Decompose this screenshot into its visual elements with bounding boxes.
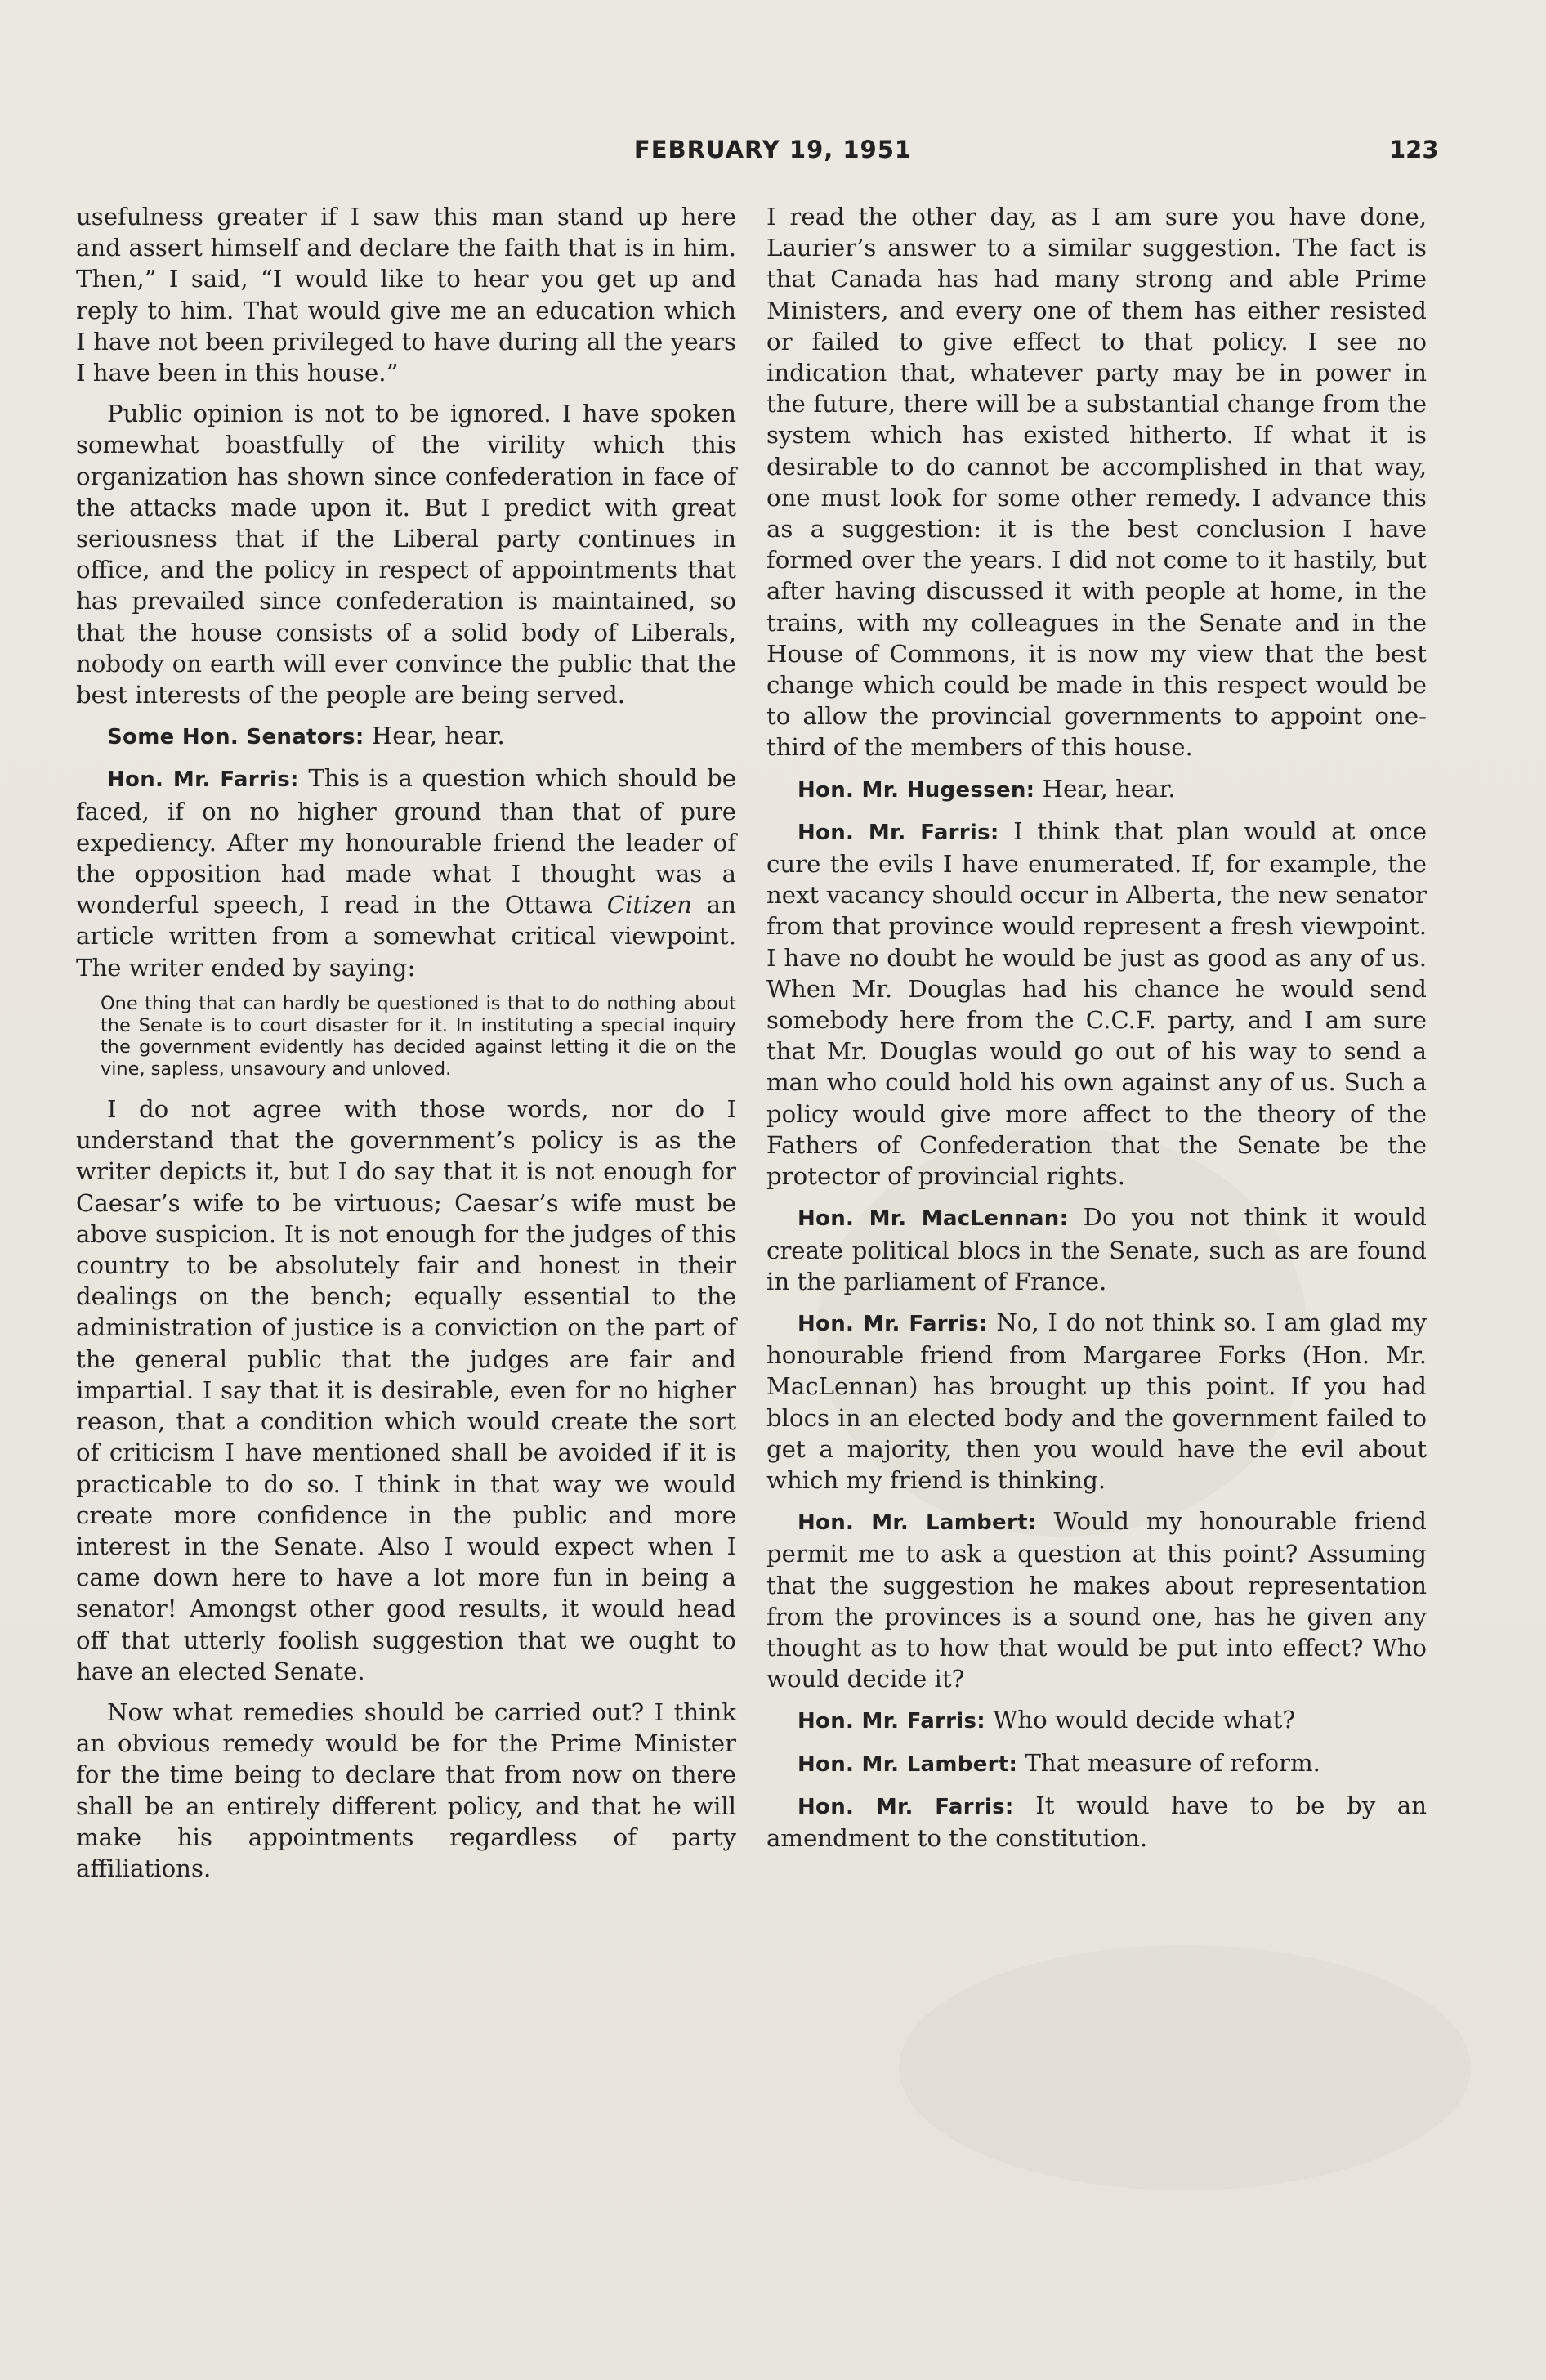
- speaker-name: Hon. Mr. MacLennan:: [798, 1206, 1069, 1232]
- speaker-name: Hon. Mr. Hugessen:: [798, 777, 1035, 803]
- speech: [766, 1790, 1427, 1854]
- page-number: 123: [1389, 136, 1439, 163]
- speaker-name: Hon. Mr. Farris:: [798, 820, 999, 845]
- running-header-date: FEBRUARY 19, 1951: [633, 136, 913, 163]
- block-quote: One thing that can hardly be questioned is that to do nothing about the Senate is to court disaster for it. In instituting a special inquiry the government evidently has decided against letting it die on the vine, sapless, unsavoury and unloved.: [101, 992, 736, 1080]
- speaker-name: Hon. Mr. Farris:: [107, 767, 299, 793]
- right-column: [766, 201, 1427, 1863]
- speech: [766, 1307, 1427, 1496]
- paragraph: usefulness greater if I saw this man stand up here and assert himself and declare the faith that is in him. Then,” I said, “I would like to hear you get up and reply to him. That would give me an education which I have not been privileged to have during all the years I have been in this house.”: [76, 203, 736, 387]
- speech: [76, 720, 736, 753]
- speaker-name: Hon. Mr. Farris:: [798, 1709, 985, 1734]
- speech-text: an article written from a somewhat critical viewpoint. The writer ended by saying:: [76, 891, 736, 982]
- speech: [766, 1505, 1427, 1694]
- paragraph: Public opinion is not to be ignored. I have spoken somewhat boastfully of the virility which this organization has shown since confederation in face of the attacks made upon it. But I predict with great seriousness that if the Liberal party continues in office, and the policy in respect of appointments that has prevailed since confederation is maintained, so that the house consists of a solid body of Liberals, nobody on earth will ever convince the public that the best interests of the people are being served.: [76, 400, 736, 709]
- speech-text: No, I do not think so. I am glad my honourable friend from Margaree Forks (Hon. Mr. MacLennan) has brought up this point. If you had blocs in an elected body and the government failed to get a majority, then you would have the evil about which my friend is thinking.: [766, 1308, 1427, 1494]
- speech-text: Hear, hear.: [1034, 774, 1176, 803]
- paragraph: I do not agree with those words, nor do I understand that the government’s policy is as the writer depicts it, but I do say that it is not enough for Caesar’s wife to be virtuous; Caesar’s wife must be above suspicion. It is not enough for the judges of this country to be absolutely fair and honest in their dealings on the bench; equally essential to the administration of justice is a conviction on the part of the general public that the judges are fair and impartial. I say that it is desirable, even for no higher reason, that a condition which would create the sort of criticism I have mentioned shall be avoided if it is practicable to do so. I think in that way we would create more confidence in the public and more interest in the Senate. Also I would expect when I came down here to have a lot more fun in being a senator! Amongst other good results, it would head off that utterly foolish suggestion that we ought to have an elected Senate.: [76, 1095, 736, 1685]
- paragraph: I read the other day, as I am sure you have done, Laurier’s answer to a similar suggestion. The fact is that Canada has had many strong and able Prime Ministers, and every one of them has either resisted or failed to give effect to that policy. I see no indication that, whatever party may be in power in the future, there will be a substantial change from the system which has existed hitherto. If what it is desirable to do cannot be accomplished in that way, one must look for some other remedy. I advance this as a suggestion: it is the best conclusion I have formed over the years. I did not come to it hastily, but after having discussed it with people at home, in the trains, with my colleagues in the Senate and in the House of Commons, it is now my view that the best change which could be made in this respect would be to allow the provincial governments to appoint one-third of the members of this house.: [766, 203, 1427, 762]
- speech: [766, 1747, 1427, 1780]
- speech: [766, 773, 1427, 806]
- speech: [766, 816, 1427, 1192]
- paragraph: Now what remedies should be carried out? I think an obvious remedy would be for the Prime Minister for the time being to declare that from now on there shall be an entirely different policy, and that he will make his appointments regardless of party affiliations.: [76, 1698, 736, 1882]
- speaker-name: Hon. Mr. Lambert:: [798, 1510, 1037, 1536]
- left-column: [76, 201, 736, 1894]
- speech-text: This is a question which should be faced, if on no higher ground than that of pure expediency. After my honourable friend the leader of the opposition had made what I thought was a wonderful speech, I read in the Ottawa: [76, 764, 736, 919]
- speech: [76, 763, 736, 982]
- speaker-name: Some Hon. Senators:: [107, 725, 364, 750]
- speech-text: Who would decide what?: [985, 1706, 1296, 1734]
- speech: [766, 1201, 1427, 1297]
- speech: [766, 1704, 1427, 1737]
- speech-text: Hear, hear.: [364, 722, 505, 750]
- speaker-name: Hon. Mr. Farris:: [798, 1311, 988, 1336]
- speech-text: That measure of reform.: [1017, 1748, 1320, 1777]
- speaker-name: Hon. Mr. Lambert:: [798, 1751, 1018, 1777]
- speech-text: It would have to be by an amendment to the constitution.: [766, 1791, 1427, 1852]
- speech-text: I think that plan would at once cure the evils I have enumerated. If, for example, the next vacancy should occur in Alberta, the new senator from that province would represent a fresh viewpoint. I have no doubt he would be just as good as any of us. When Mr. Douglas had his chance he would send somebody here from the C.C.F. party, and I am sure that Mr. Douglas would go out of his way to send a man who could hold his own against any of us. Such a policy would give more affect to the theory of the Fathers of Confederation that the Senate be the protector of provincial rights.: [766, 816, 1427, 1191]
- speech-text: Do you not think it would create political blocs in the Senate, such as are found in the parliament of France.: [766, 1203, 1427, 1295]
- speaker-name: Hon. Mr. Farris:: [798, 1794, 1014, 1819]
- paper-smudge: [899, 1945, 1471, 2190]
- speech-text: Would my honourable friend permit me to ask a question at this point? Assuming that the suggestion he makes about representation from the provinces is a sound one, has he given any thought as to how that would be put into effect? Who would decide it?: [766, 1507, 1427, 1693]
- newspaper-title: Citizen: [606, 891, 692, 919]
